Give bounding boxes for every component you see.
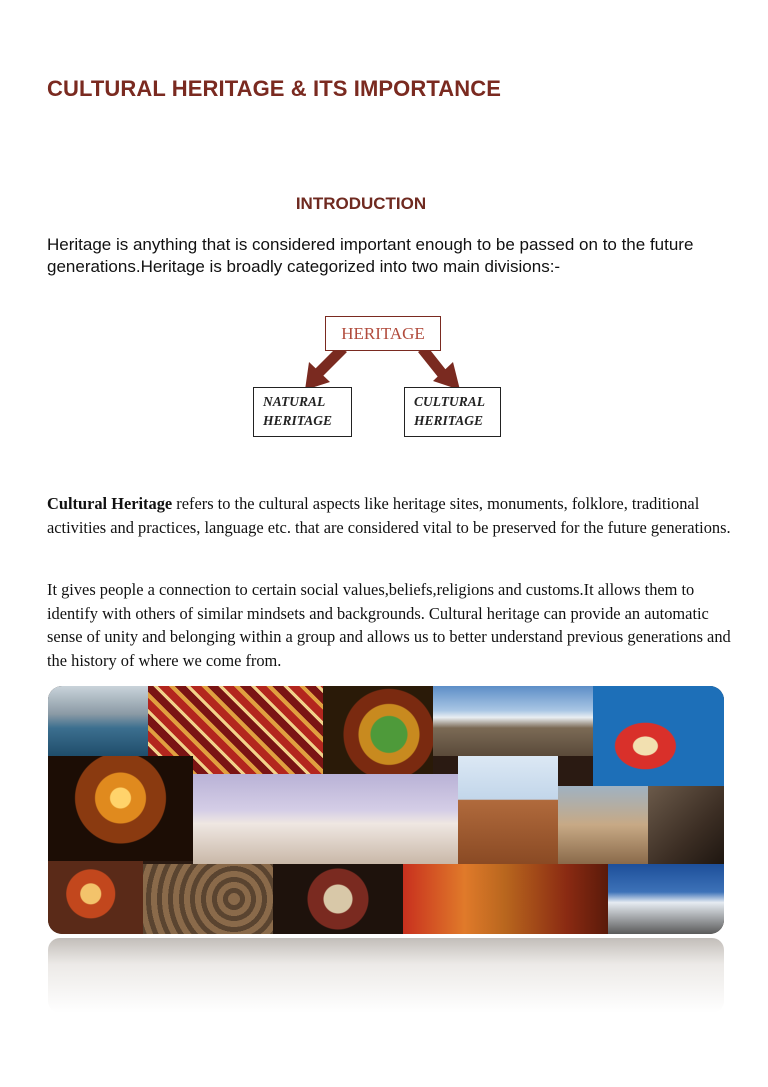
cultural-heritage-importance: It gives people a connection to certain social values,beliefs,religions and customs.It allows them to identify with others of similar mindsets and backgrounds. Cultural heritage can provide an automatic sense of unity and belonging within a group and allows us to better understand previous generations and the history of where we come from.	[47, 580, 731, 670]
collage-snow-peaks	[608, 864, 724, 934]
cultural-heritage-definition	[47, 492, 737, 539]
collage-sun-wheel	[143, 864, 273, 934]
collage-taj-mahal	[193, 774, 458, 864]
diagram-natural-heritage	[253, 387, 352, 437]
collage-deity-idol	[48, 861, 143, 934]
diagram-cultural-heritage	[404, 387, 501, 437]
cultural-line1: CULTURAL	[414, 394, 486, 409]
natural-line2: HERITAGE	[263, 413, 333, 428]
left-arrow	[305, 346, 347, 390]
collage-himalaya-landscape	[433, 686, 593, 756]
collage-lit-palace	[48, 756, 193, 861]
collage-qutub-minar	[458, 756, 558, 864]
collage-ghats-city	[558, 786, 648, 864]
definition-text: refers to the cultural aspects like heritage sites, monuments, folklore, traditional activities and practices, language etc. that are considered vital to be preserved for the future generations.	[47, 494, 731, 537]
collage-kathakali-dancer	[323, 686, 433, 774]
intro-paragraph: Heritage is anything that is considered important enough to be passed on to the future generations.Heritage is broadly categorized into two main divisions:-	[47, 235, 694, 276]
collage-lake-mountains	[48, 686, 148, 756]
section-heading: INTRODUCTION	[295, 194, 427, 213]
cultural-collage-image	[48, 686, 724, 934]
cultural-line2: HERITAGE	[414, 413, 484, 428]
collage-reflection	[48, 938, 724, 1013]
definition-term: Cultural Heritage	[47, 494, 173, 513]
natural-line1: NATURAL	[263, 394, 326, 409]
right-arrow	[418, 346, 460, 390]
collage-masked-performer	[273, 864, 403, 934]
page-title: CULTURAL HERITAGE & ITS IMPORTANCE	[47, 76, 501, 101]
collage-classical-dancers	[593, 686, 724, 786]
diagram-root-heritage: HERITAGE	[325, 316, 441, 351]
collage-temple-sculpture	[648, 786, 724, 864]
collage-rajasthani-woman	[403, 864, 608, 934]
